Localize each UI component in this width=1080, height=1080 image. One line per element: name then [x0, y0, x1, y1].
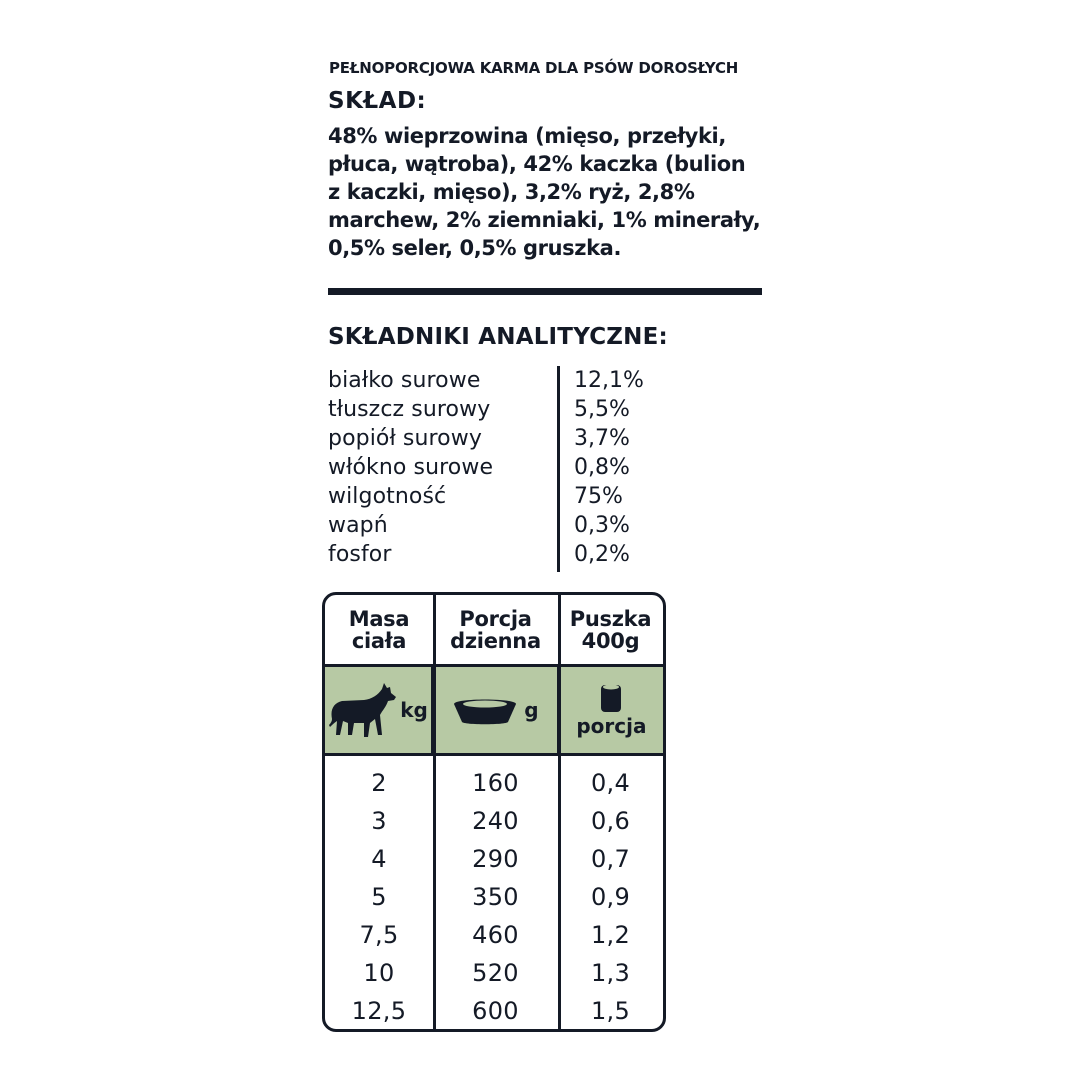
analytical-row: [328, 511, 668, 540]
analytical-value: 5,5%: [574, 397, 630, 422]
analytical-value: 3,7%: [574, 426, 630, 451]
body-weight-cell: 4: [371, 845, 387, 873]
analytical-value: 12,1%: [574, 368, 644, 393]
analytical-list: [328, 366, 668, 569]
analytical-heading: SKŁADNIKI ANALITYCZNE:: [328, 324, 668, 350]
composition-line: marchew, 2% ziemniaki, 1% minerały,: [328, 208, 761, 232]
analytical-name: włókno surowe: [328, 455, 494, 480]
analytical-row: [328, 482, 668, 511]
daily-portion-cell: 460: [472, 921, 519, 949]
header-body-weight: Masa ciała: [348, 606, 410, 653]
weight-unit-label: kg: [400, 698, 428, 722]
composition-line: z kaczki, mięso), 3,2% ryż, 2,8%: [328, 180, 695, 204]
daily-portion-cell: 600: [472, 997, 519, 1025]
can-icon-cell: [557, 667, 663, 753]
bowl-icon: [452, 694, 518, 726]
analytical-row: [328, 540, 668, 569]
feeding-table-body: [325, 756, 663, 1030]
column-separator: [558, 595, 561, 1029]
can-portion-cell: 1,5: [590, 997, 631, 1025]
analytical-name: popiół surowy: [328, 426, 482, 451]
composition-heading: SKŁAD:: [328, 88, 427, 114]
table-row: [325, 954, 663, 992]
weight-icon-cell: [325, 667, 431, 753]
can-portion-cell: 0,9: [590, 883, 631, 911]
can-icon: [600, 682, 622, 714]
body-weight-cell: 7,5: [359, 921, 399, 949]
analytical-name: wilgotność: [328, 484, 447, 509]
analytical-value: 0,2%: [574, 542, 630, 567]
can-portion-cell: 0,6: [590, 807, 631, 835]
analytical-value: 0,3%: [574, 513, 630, 538]
daily-portion-cell: 350: [472, 883, 519, 911]
portion-unit-label: g: [524, 698, 539, 722]
analytical-value: 0,8%: [574, 455, 630, 480]
analytical-separator: [557, 366, 560, 572]
composition-line: 0,5% seler, 0,5% gruszka.: [328, 236, 622, 260]
can-portion-cell: 0,4: [590, 769, 631, 797]
can-unit-label: porcja: [576, 714, 647, 738]
feeding-table-header: [325, 595, 663, 664]
daily-portion-cell: 290: [472, 845, 519, 873]
can-portion-cell: 0,7: [590, 845, 631, 873]
analytical-name: fosfor: [328, 542, 392, 567]
product-subtitle: PEŁNOPORCJOWA KARMA DLA PSÓW DOROSŁYCH: [329, 59, 739, 77]
analytical-row: [328, 453, 668, 482]
composition-line: 48% wieprzowina (mięso, przełyki,: [328, 124, 726, 148]
daily-portion-cell: 520: [472, 959, 519, 987]
feeding-table: [322, 592, 666, 1032]
table-row: [325, 992, 663, 1030]
daily-portion-cell: 160: [472, 769, 519, 797]
analytical-name: tłuszcz surowy: [328, 397, 491, 422]
dog-icon: [328, 679, 398, 741]
composition-line: płuca, wątroba), 42% kaczka (bulion: [328, 152, 746, 176]
table-row: [325, 840, 663, 878]
body-weight-cell: 12,5: [351, 997, 407, 1025]
body-weight-cell: 3: [371, 807, 387, 835]
analytical-value: 75%: [574, 484, 623, 509]
analytical-row: [328, 424, 668, 453]
can-portion-cell: 1,3: [590, 959, 631, 987]
analytical-name: wapń: [328, 513, 388, 538]
composition-text: [328, 122, 768, 262]
table-row: [325, 916, 663, 954]
column-separator: [433, 595, 436, 1029]
daily-portion-cell: 240: [472, 807, 519, 835]
header-can: Puszka 400g: [569, 606, 652, 653]
header-daily-portion: Porcja dzienna: [450, 606, 541, 653]
body-weight-cell: 10: [363, 959, 395, 987]
table-row: [325, 764, 663, 802]
feeding-table-icons: [325, 664, 663, 756]
analytical-name: białko surowe: [328, 368, 481, 393]
body-weight-cell: 5: [371, 883, 387, 911]
analytical-row: [328, 366, 668, 395]
table-row: [325, 878, 663, 916]
can-portion-cell: 1,2: [590, 921, 631, 949]
table-row: [325, 802, 663, 840]
body-weight-cell: 2: [371, 769, 387, 797]
portion-icon-cell: [431, 667, 557, 753]
section-divider: [328, 288, 762, 295]
analytical-row: [328, 395, 668, 424]
